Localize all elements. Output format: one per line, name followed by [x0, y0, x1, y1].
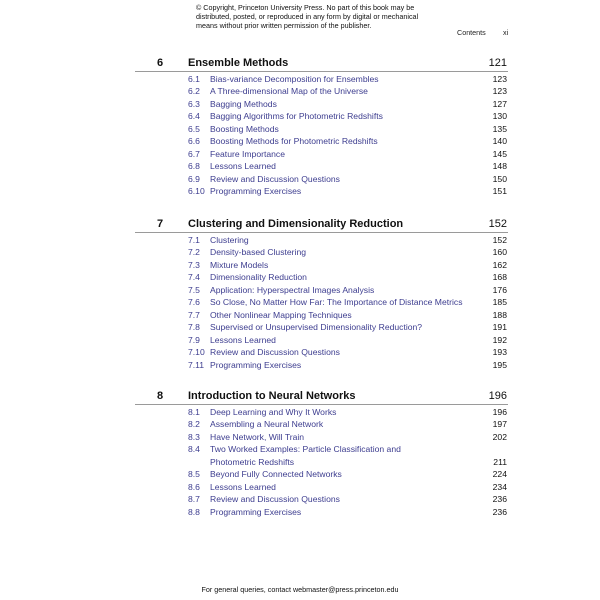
section-number: 8.5: [188, 469, 200, 480]
section-title: Two Worked Examples: Particle Classification and: [210, 444, 401, 455]
running-head-page-number: xi: [503, 28, 509, 37]
section-title: Review and Discussion Questions: [210, 494, 340, 505]
section-title: Bagging Methods: [210, 98, 277, 109]
section-page-number: 236: [492, 494, 507, 505]
section-title: Supervised or Unsupervised Dimensionality Reduction?: [210, 322, 423, 333]
footer: [0, 585, 600, 594]
section-number: 6.7: [188, 148, 200, 159]
section-number: 8.8: [188, 506, 200, 517]
chapter-section: [0, 57, 600, 197]
section-title: Programming Exercises: [210, 186, 302, 197]
section-page-number: 192: [492, 334, 507, 345]
section-number: 7.5: [188, 284, 200, 295]
section-page-number: 234: [492, 481, 507, 492]
section-title: Deep Learning and Why It Works: [210, 407, 337, 417]
copyright-line: means without prior written permission of the publisher.: [196, 21, 372, 31]
section-page-number: 151: [492, 186, 507, 197]
section-number: 7.4: [188, 272, 200, 283]
copyright-line: distributed, posted, or reproduced in any form by digital or mechanical: [196, 12, 419, 22]
footer-contact-text: For general queries, contact webmaster@press.princeton.edu: [201, 585, 399, 594]
section-number: 6.2: [188, 86, 200, 97]
section-title: So Close, No Matter How Far: The Importance of Distance Metrics: [210, 297, 463, 308]
section-page-number: 224: [492, 469, 507, 480]
section-number: 8.6: [188, 481, 200, 492]
chapter-title: Clustering and Dimensionality Reduction: [188, 218, 404, 230]
section-number: 8.3: [188, 431, 200, 442]
section-title: Density-based Clustering: [210, 247, 307, 258]
section-title: Programming Exercises: [210, 359, 302, 370]
section-title: Lessons Learned: [210, 481, 276, 492]
section-number: 8.1: [188, 407, 200, 417]
section-number: 8.2: [188, 419, 200, 430]
section-page-number: 123: [492, 86, 507, 97]
section-title: Mixture Models: [210, 259, 269, 270]
section-page-number: 196: [492, 407, 507, 417]
section-title: Application: Hyperspectral Images Analysis: [210, 284, 375, 295]
copyright-notice: [196, 3, 426, 31]
chapter-number: 7: [157, 218, 164, 230]
section-title: Boosting Methods for Photometric Redshifts: [210, 136, 378, 147]
section-page-number: 135: [492, 123, 507, 134]
section-number: 7.9: [188, 334, 200, 345]
section-title: Feature Importance: [210, 148, 285, 159]
section-title: Bagging Algorithms for Photometric Redshifts: [210, 111, 383, 122]
section-number: 7.2: [188, 247, 200, 258]
running-head: [0, 28, 600, 38]
section-page-number: 160: [492, 247, 507, 258]
chapter-section: [0, 218, 600, 370]
section-title-continued: Photometric Redshifts: [210, 456, 295, 467]
section-title: Review and Discussion Questions: [210, 173, 340, 184]
section-title: A Three-dimensional Map of the Universe: [210, 86, 368, 97]
section-number: 7.1: [188, 235, 200, 245]
section-page-number: 127: [492, 98, 507, 109]
chapter-page-number: 152: [488, 218, 507, 230]
section-page-number: 152: [492, 235, 507, 245]
section-number: 6.5: [188, 123, 200, 134]
section-page-number: 195: [492, 359, 507, 370]
section-title: Dimensionality Reduction: [210, 272, 307, 283]
running-head-label: Contents: [457, 28, 486, 37]
section-number: 6.3: [188, 98, 200, 109]
chapter-page-number: 121: [488, 57, 507, 69]
section-title: Beyond Fully Connected Networks: [210, 469, 342, 480]
section-page-number: 193: [492, 347, 507, 358]
section-number: 6.8: [188, 161, 200, 172]
section-page-number: 130: [492, 111, 507, 122]
chapter-section: [0, 390, 600, 517]
section-number: 6.9: [188, 173, 200, 184]
section-title: Other Nonlinear Mapping Techniques: [210, 309, 352, 320]
section-page-number: 123: [492, 74, 507, 84]
section-title: Lessons Learned: [210, 161, 276, 172]
chapter-number: 6: [157, 57, 164, 69]
section-page-number: 202: [492, 431, 507, 442]
chapter-divider: [135, 232, 508, 233]
section-page-number: 148: [492, 161, 507, 172]
copyright-line: © Copyright, Princeton University Press. No part of this book may be: [196, 3, 415, 12]
section-page-number: 176: [492, 284, 507, 295]
section-title: Clustering: [210, 235, 249, 245]
section-title: Review and Discussion Questions: [210, 347, 340, 358]
section-title: Boosting Methods: [210, 123, 279, 134]
section-title: Assembling a Neural Network: [210, 419, 324, 430]
section-page-number: 162: [492, 259, 507, 270]
section-number: 7.8: [188, 322, 200, 333]
section-number: 6.6: [188, 136, 200, 147]
section-number: 8.4: [188, 444, 200, 455]
chapter-divider: [135, 404, 508, 405]
section-page-number: 191: [492, 322, 507, 333]
section-page-number: 197: [492, 419, 507, 430]
section-title: Lessons Learned: [210, 334, 276, 345]
section-page-number: 168: [492, 272, 507, 283]
chapter-divider: [135, 71, 508, 72]
section-number: 7.3: [188, 259, 200, 270]
section-page-number: 236: [492, 506, 507, 517]
chapter-title: Ensemble Methods: [188, 57, 289, 69]
section-number: 7.10: [188, 347, 205, 358]
section-page-number: 150: [492, 173, 507, 184]
section-number: 6.1: [188, 74, 200, 84]
section-page-number: 145: [492, 148, 507, 159]
section-number: 7.7: [188, 309, 200, 320]
section-number: 7.11: [188, 359, 205, 370]
chapter-number: 8: [157, 390, 164, 402]
section-title: Bias-variance Decomposition for Ensembles: [210, 74, 379, 84]
section-page-number: 140: [492, 136, 507, 147]
chapter-page-number: 196: [488, 390, 507, 402]
section-title: Programming Exercises: [210, 506, 302, 517]
section-page-number: 188: [492, 309, 507, 320]
chapter-title: Introduction to Neural Networks: [188, 390, 356, 402]
section-title: Have Network, Will Train: [210, 431, 305, 442]
section-number: 6.10: [188, 186, 205, 197]
section-page-number: 185: [492, 297, 507, 308]
section-number: 6.4: [188, 111, 200, 122]
section-number: 7.6: [188, 297, 200, 308]
section-page-number: 211: [493, 456, 507, 467]
section-number: 8.7: [188, 494, 200, 505]
